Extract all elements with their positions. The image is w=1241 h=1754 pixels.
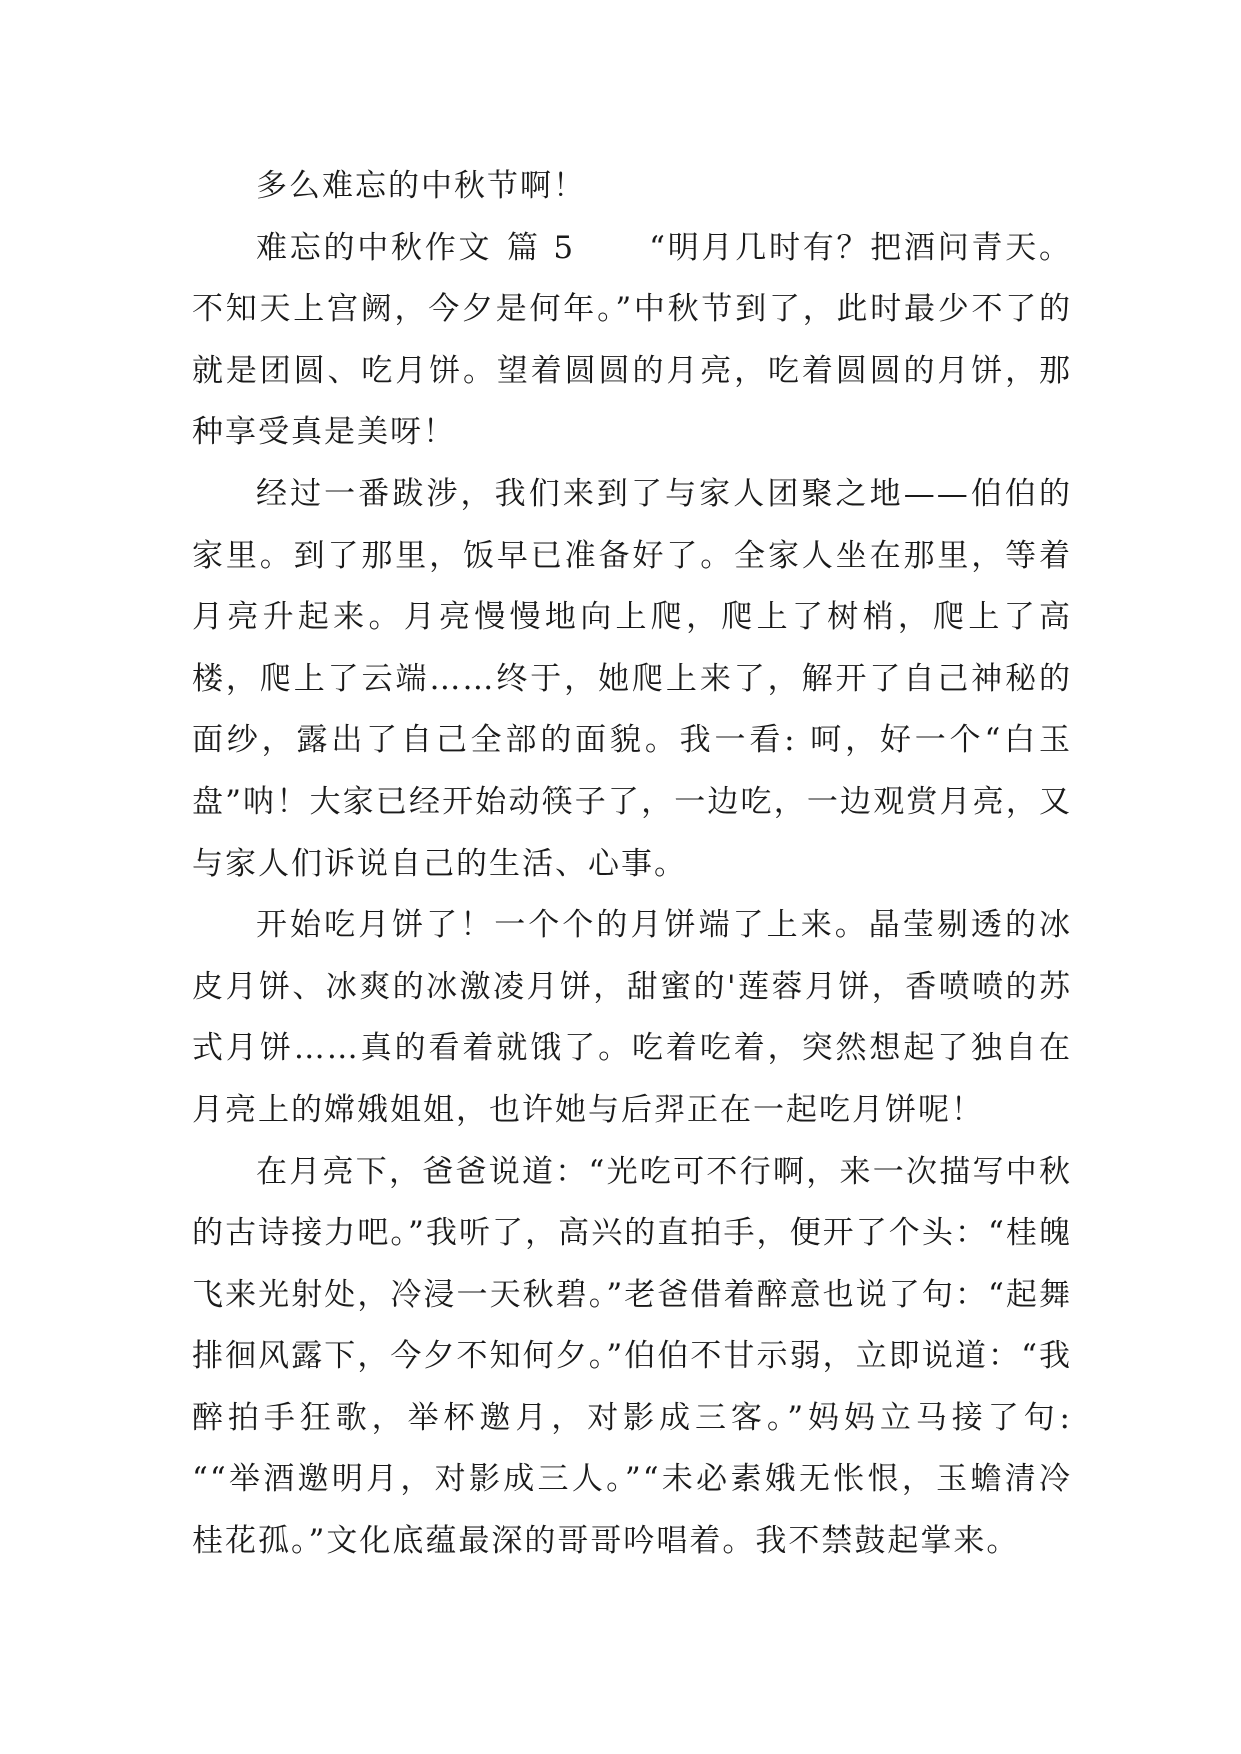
paragraph-mooncakes: 开始吃月饼了！一个个的月饼端了上来。晶莹剔透的冰皮月饼、冰爽的冰激凌月饼，甜蜜的'莲蓉月饼，香喷喷的苏式月饼……真的看着就饿了。吃着吃着，突然想起了独自在月亮上的嫦娥姐姐，也许她与后羿正在一起吃月饼呢！ [192, 907, 1072, 1128]
essay-intro-text: “明月几时有？把酒问青天。不知天上宫阙，今夕是何年。”中秋节到了，此时最少不了的就是团圆、吃月饼。望着圆圆的月亮，吃着圆圆的月饼，那种享受真是美呀！ [192, 229, 1073, 451]
paragraph-family-gathering: 经过一番跋涉，我们来到了与家人团聚之地——伯伯的家里。到了那里，饭早已准备好了。全家人坐在那里，等着月亮升起来。月亮慢慢地向上爬，爬上了树梢，爬上了高楼，爬上了云端……终于，她爬上来了，解开了自己神秘的面纱，露出了自己全部的面貌。我一看: 呵，好一个“白玉盘”呐！大家已经开始动筷子了，一边吃，一边观赏月亮，又与家人们诉说自己的生活、心事。 [192, 475, 1072, 882]
paragraph-closing-line: 多么难忘的中秋节啊！ [256, 168, 586, 204]
essay-title: 难忘的中秋作文 [256, 229, 493, 266]
paragraph-poem-relay: 在月亮下，爸爸说道：“光吃可不行啊，来一次描写中秋的古诗接力吧。”我听了，高兴的直拍手，便开了个头：“桂魄飞来光射处，冷浸一天秋碧。”老爸借着醉意也说了句：“起舞排徊风露下，今夕不知何夕。”伯伯不甘示弱，立即说道：“我醉拍手狂歌，举杯邀月，对影成三客。”妈妈立马接了句: ““举酒邀明月，对影成三人。”“未必素娥无怅恨，玉蟾清冷桂花孤。”文化底蕴最深的哥哥吟唱着。我不禁鼓起掌来。 [192, 1153, 1072, 1560]
paragraph-essay-5-intro [192, 218, 1072, 464]
article-body [192, 156, 1072, 1573]
essay-number: 篇 5 [506, 229, 576, 266]
